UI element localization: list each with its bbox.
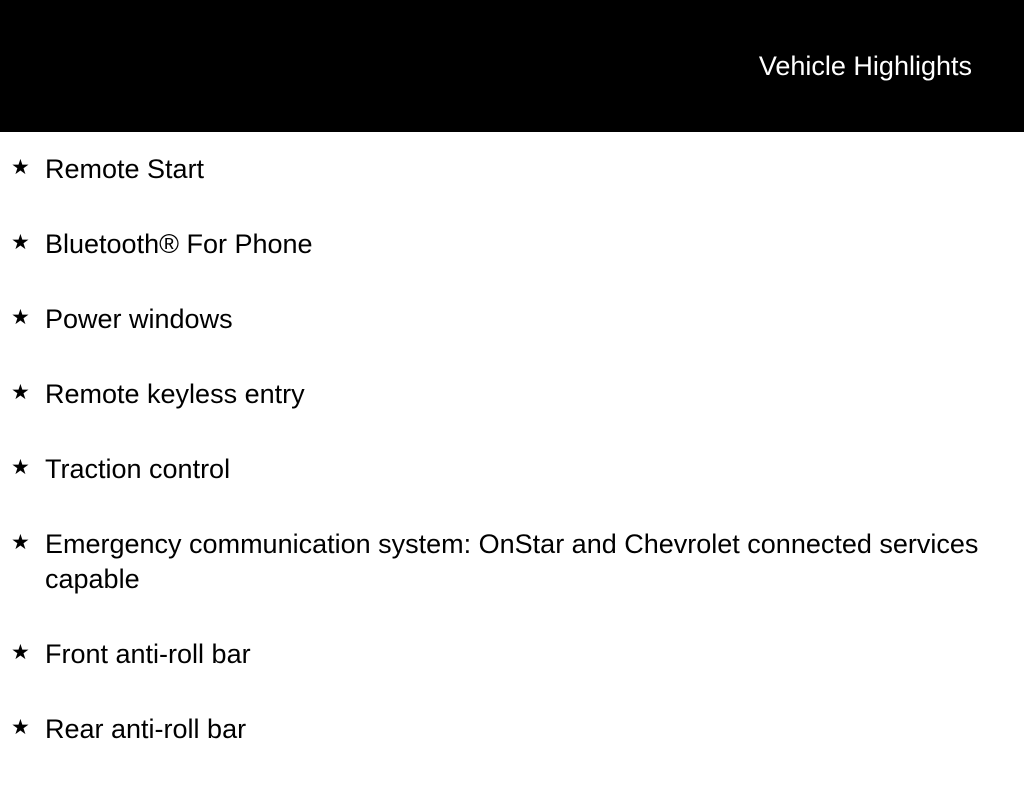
star-icon: ★ — [11, 231, 30, 254]
star-icon: ★ — [11, 381, 30, 404]
star-icon: ★ — [11, 156, 30, 179]
highlight-label: Power windows — [45, 304, 233, 334]
highlight-label: Remote keyless entry — [45, 379, 305, 409]
highlight-label: Rear anti-roll bar — [45, 714, 247, 744]
highlight-label: Traction control — [45, 454, 231, 484]
list-item — [0, 452, 1024, 487]
highlight-label: Emergency communication system: OnStar and Chevrolet connected services capable — [45, 529, 979, 594]
list-item — [0, 377, 1024, 412]
star-icon: ★ — [11, 456, 30, 479]
list-item — [0, 227, 1024, 262]
page-title: Vehicle Highlights — [758, 51, 972, 81]
star-icon: ★ — [11, 306, 30, 329]
list-item — [0, 637, 1024, 672]
star-icon: ★ — [11, 531, 30, 554]
highlight-label: Remote Start — [45, 154, 205, 184]
header-bar — [0, 0, 1024, 132]
star-icon: ★ — [11, 641, 30, 664]
list-item — [0, 152, 1024, 187]
list-item — [0, 302, 1024, 337]
highlight-label: Front anti-roll bar — [45, 639, 251, 669]
list-item — [0, 527, 1024, 597]
list-item — [0, 712, 1024, 747]
highlight-label: Bluetooth® For Phone — [45, 229, 313, 259]
highlights-list — [0, 152, 1024, 787]
star-icon: ★ — [11, 716, 30, 739]
